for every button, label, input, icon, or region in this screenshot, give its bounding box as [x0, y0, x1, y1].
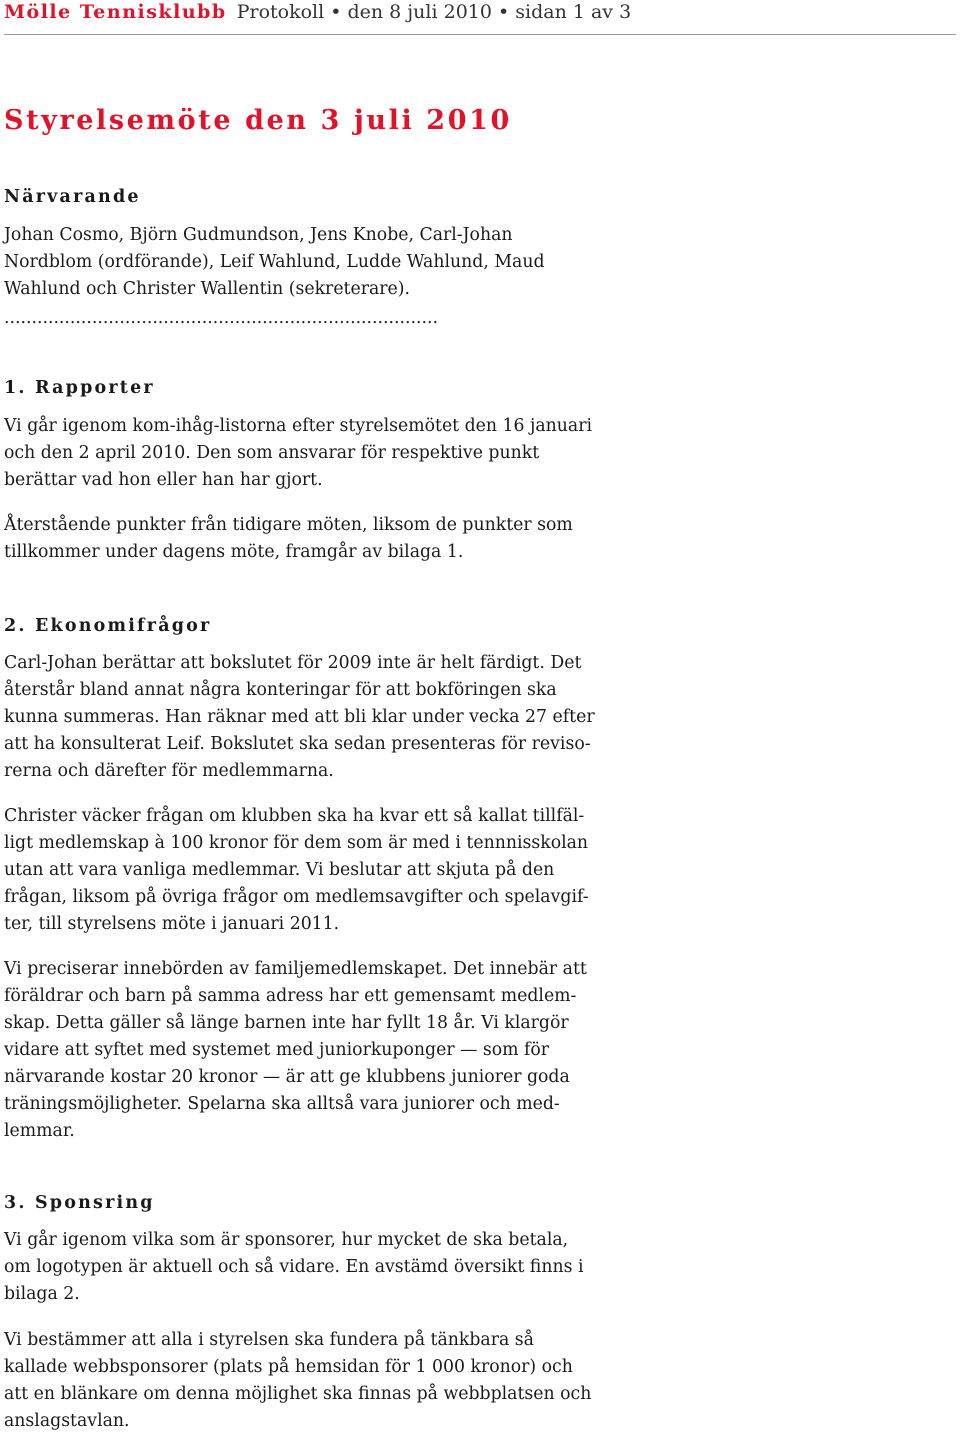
paragraph: Vi preciserar innebörden av familjemedlemskapet. Det innebär att föräldrar och barn på samma adress har ett gemensamt medlem- skap. Detta gäller så länge barnen inte har fyllt 18 år. Vi klargör vidare att syftet med systemet med juniorkuponger — som för närvarande kostar 20 kronor — är att ge klubbens juniorer goda träningsmöjligheter. Spelarna ska alltså vara juniorer och med- lemmar. [4, 959, 587, 1141]
section-ekonomi-p2 [4, 803, 604, 938]
paragraph: Vi bestämmer att alla i styrelsen ska fundera på tänkbara så kallade webbsponsorer (plats på hemsidan för 1 000 kronor) och att en blänkare om denna möjlighet ska finnas på webbplatsen och anslagstavlan. [4, 1330, 592, 1431]
section-heading-rapporter: 1. Rapporter [4, 378, 155, 398]
protocol-meta: Protokoll • den 8 juli 2010 • sidan 1 av 3 [236, 1, 632, 23]
paragraph: Carl-Johan berättar att bokslutet för 2009 inte är helt färdigt. Det återstår bland annat några konteringar för att bokföringen ska kunna summeras. Han räknar med att bli klar under vecka 27 efter att ha konsulterat Leif. Bokslutet ska sedan presenteras för reviso- rerna och därefter för medlemmarna. [4, 653, 595, 781]
section-rapporter-p1 [4, 413, 604, 494]
document-page [4, 0, 954, 1431]
section-heading-sponsring: 3. Sponsring [4, 1193, 155, 1213]
page-title: Styrelsemöte den 3 juli 2010 [4, 105, 512, 136]
section-heading-ekonomi: 2. Ekonomifrågor [4, 616, 212, 636]
section-ekonomi-p3 [4, 956, 604, 1145]
attendance-section [4, 185, 604, 209]
page-header [4, 0, 954, 24]
separator-block [4, 305, 604, 332]
attendance-heading: Närvarande [4, 187, 141, 207]
section-rapporter [4, 376, 604, 400]
paragraph: Återstående punkter från tidigare möten, liksom de punkter som tillkommer under dagens möte, framgår av bilaga 1. [4, 515, 573, 562]
section-sponsring-p1 [4, 1227, 604, 1308]
club-name: Mölle Tennisklubb [4, 1, 227, 23]
paragraph: Christer väcker frågan om klubben ska ha kvar ett så kallat tillfäl- ligt medlemskap à 100 kronor för dem som är med i tennnisskolan utan att vara vanliga medlemmar. Vi beslutar att skjuta på den frågan, liksom på övriga frågor om medlemsavgifter och spelavgif- ter, till styrelsens möte i januari 2011. [4, 806, 589, 934]
section-sponsring-p2 [4, 1327, 604, 1435]
header-divider [4, 34, 956, 35]
section-ekonomi [4, 614, 604, 638]
attendance-text: Johan Cosmo, Björn Gudmundson, Jens Knobe, Carl-Johan Nordblom (ordförande), Leif Wahlund, Ludde Wahlund, Maud Wahlund och Christer Wallentin (sekreterare). [4, 225, 545, 299]
dotted-separator: ............................................................................... [4, 308, 438, 328]
paragraph: Vi går igenom kom-ihåg-listorna efter styrelsemötet den 16 januari och den 2 april 2010. Den som ansvarar för respektive punkt berättar vad hon eller han har gjort. [4, 416, 593, 490]
section-rapporter-p2 [4, 512, 604, 566]
attendance-body [4, 222, 604, 303]
section-ekonomi-p1 [4, 650, 604, 785]
paragraph: Vi går igenom vilka som är sponsorer, hur mycket de ska betala, om logotypen är aktuell och så vidare. En avstämd översikt finns i bilaga 2. [4, 1230, 584, 1304]
section-sponsring [4, 1191, 604, 1215]
